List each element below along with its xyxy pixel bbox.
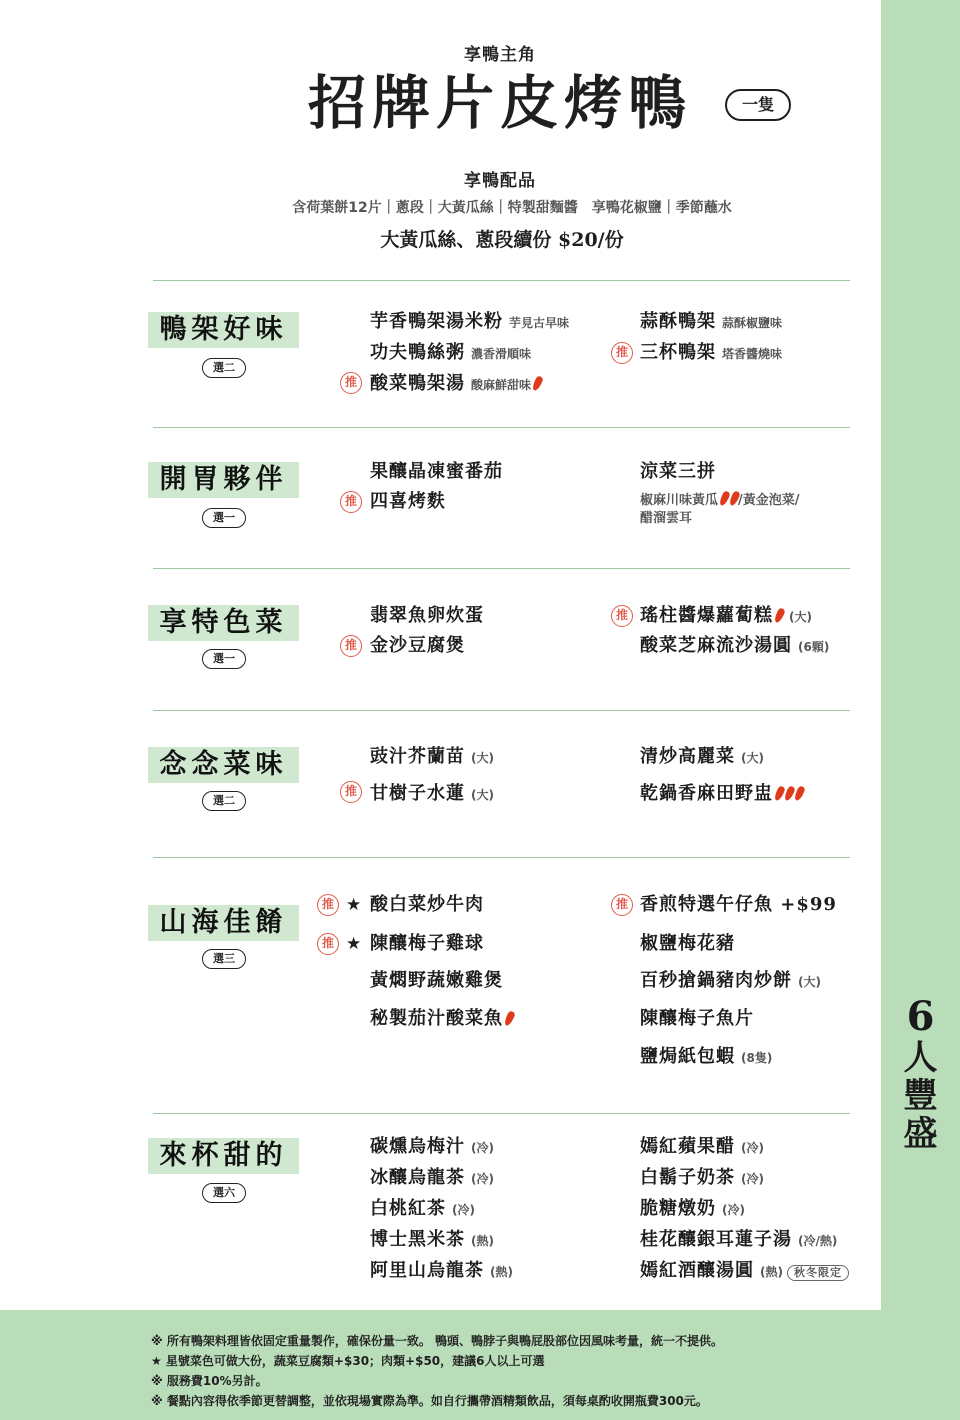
dish-item: 博士黑米茶 (熱) — [370, 1229, 494, 1250]
recommend-badge: 推 — [611, 605, 633, 627]
header-title: 招牌片皮烤鴨 — [307, 69, 692, 137]
footer-note: ※ 服務費10%另計。 — [151, 1374, 268, 1388]
side-char: 人 — [903, 1038, 938, 1078]
choose-count-pill: 選一 — [202, 508, 246, 528]
section-divider — [153, 710, 850, 711]
dish-item: 四喜烤麩 — [370, 491, 446, 512]
chili-icon — [718, 490, 731, 507]
footer-note: ※ 餐點內容得依季節更替調整，並依現場實際為準。如自行攜帶酒精類飲品，須每桌酌收開瓶費300元。 — [151, 1394, 708, 1408]
dish-item: 碳燻烏梅汁 (冷) — [370, 1136, 494, 1157]
section-divider — [153, 568, 850, 569]
dish-item: 涼菜三拼 — [640, 461, 716, 482]
dish-item: 乾鍋香麻田野盅 — [640, 782, 803, 806]
dish-item: 三杯鴨架 塔香醬燒味 — [640, 342, 783, 363]
category-label: 來杯甜的 — [148, 1138, 299, 1174]
dish-item: 百秒搶鍋豬肉炒餅 (大) — [640, 970, 821, 991]
dish-item: 酸菜芝麻流沙湯圓 (6顆) — [640, 635, 830, 656]
dish-item: 冰釀烏龍茶 (冷) — [370, 1167, 494, 1188]
dish-item: 甘樹子水蓮 (大) — [370, 783, 494, 804]
dish-item: 白桃紅茶 (冷) — [370, 1198, 475, 1219]
section-divider — [153, 1113, 850, 1114]
dish-item: 陳釀梅子雞球 — [370, 933, 484, 954]
category-label: 念念菜味 — [148, 747, 299, 783]
side-dish-label: 享鴨配品 — [464, 171, 536, 191]
recommend-badge: 推 — [611, 342, 633, 364]
choose-count-pill: 選二 — [202, 358, 246, 378]
dish-subitems: 醋溜雲耳 — [640, 511, 693, 526]
choose-count-pill: 選三 — [202, 949, 246, 969]
dish-item: 翡翠魚卵炊蛋 — [370, 605, 484, 626]
category-label: 享特色菜 — [148, 605, 299, 641]
chili-icon — [773, 785, 786, 802]
footer-note: ※ 所有鴨架料理皆依固定重量製作，確保份量一致。 鴨頭、鴨脖子與鴨屁股部位因風味考量，統一不提供。 — [151, 1334, 724, 1348]
dish-item: 香煎特選午仔魚 +$99 — [640, 894, 837, 915]
dish-item: 果釀晶凍蜜番茄 — [370, 461, 503, 482]
refill-price: 大黃瓜絲、蔥段續份 $20/份 — [380, 229, 624, 251]
dish-subitems: 椒麻川味黃瓜 /黃金泡菜/ — [640, 491, 800, 510]
dish-item: 酸白菜炒牛肉 — [370, 894, 484, 915]
dish-item: 黃燜野蔬嫩雞煲 — [370, 970, 503, 991]
chili-icon — [503, 1010, 516, 1027]
side-dish-items: 含荷葉餅12片｜蔥段｜大黃瓜絲｜特製甜麵醬 享鴨花椒鹽｜季節蘸水 — [292, 200, 732, 216]
dish-item: 蒜酥鴨架 蒜酥椒鹽味 — [640, 311, 783, 332]
side-title — [881, 995, 960, 1153]
dish-item: 清炒高麗菜 (大) — [640, 746, 764, 767]
dish-item: 芋香鴨架湯米粉 芋見古早味 — [370, 311, 570, 332]
dish-item: 阿里山烏龍茶 (熱) — [370, 1260, 513, 1281]
dish-item: 秘製茄汁酸菜魚 — [370, 1007, 513, 1031]
dish-item: 鹽焗紙包蝦 (8隻) — [640, 1046, 773, 1067]
footer-note: ★ 星號菜色可做大份，蔬菜豆腐類+$30；肉類+$50，建議6人以上可選 — [151, 1354, 545, 1368]
dish-item: 桂花釀銀耳蓮子湯 (冷/熱) — [640, 1229, 838, 1250]
category-label: 開胃夥伴 — [148, 462, 299, 498]
dish-item: 椒鹽梅花豬 — [640, 933, 735, 954]
seasonal-tag: 秋冬限定 — [787, 1265, 849, 1281]
section-divider — [153, 427, 850, 428]
recommend-badge: 推 — [340, 781, 362, 803]
header-title-pill: 一隻 — [725, 89, 791, 121]
dish-item: 酸菜鴨架湯 酸麻鮮甜味 — [370, 372, 541, 397]
chili-icon — [773, 607, 786, 624]
dish-item: 豉汁芥蘭苗 (大) — [370, 746, 494, 767]
recommend-badge: 推 — [340, 491, 362, 513]
category-label: 鴨架好味 — [148, 312, 299, 348]
dish-item: 嫣紅蘋果醋 (冷) — [640, 1136, 764, 1157]
dish-item: 陳釀梅子魚片 — [640, 1008, 754, 1029]
section-divider — [153, 857, 850, 858]
recommend-badge: 推 — [340, 635, 362, 657]
header-subtitle: 享鴨主角 — [464, 45, 536, 65]
choose-count-pill: 選一 — [202, 649, 246, 669]
section-divider — [153, 280, 850, 281]
star-icon: ★ — [346, 934, 362, 954]
chili-icon — [531, 375, 544, 392]
dish-item: 嫣紅酒釀湯圓 (熱) 秋冬限定 — [640, 1259, 849, 1284]
dish-item: 脆糖燉奶 (冷) — [640, 1198, 745, 1219]
side-char: 豐 — [903, 1076, 938, 1116]
star-icon: ★ — [346, 895, 362, 915]
dish-item: 白鬍子奶茶 (冷) — [640, 1167, 764, 1188]
footer-notes — [0, 1310, 960, 1420]
dish-item: 功夫鴨絲粥 濃香滑順味 — [370, 342, 532, 363]
side-number: 6 — [906, 993, 935, 1040]
category-label: 山海佳餚 — [148, 905, 299, 941]
recommend-badge: 推 — [317, 894, 339, 916]
recommend-badge: 推 — [611, 894, 633, 916]
chili-icon — [783, 785, 796, 802]
choose-count-pill: 選六 — [202, 1183, 246, 1203]
choose-count-pill: 選二 — [202, 791, 246, 811]
chili-icon — [793, 785, 806, 802]
side-char: 盛 — [903, 1114, 938, 1154]
recommend-badge: 推 — [340, 372, 362, 394]
dish-item: 瑤柱醬爆蘿蔔糕 (大) — [640, 605, 812, 626]
dish-item: 金沙豆腐煲 — [370, 635, 465, 656]
recommend-badge: 推 — [317, 933, 339, 955]
